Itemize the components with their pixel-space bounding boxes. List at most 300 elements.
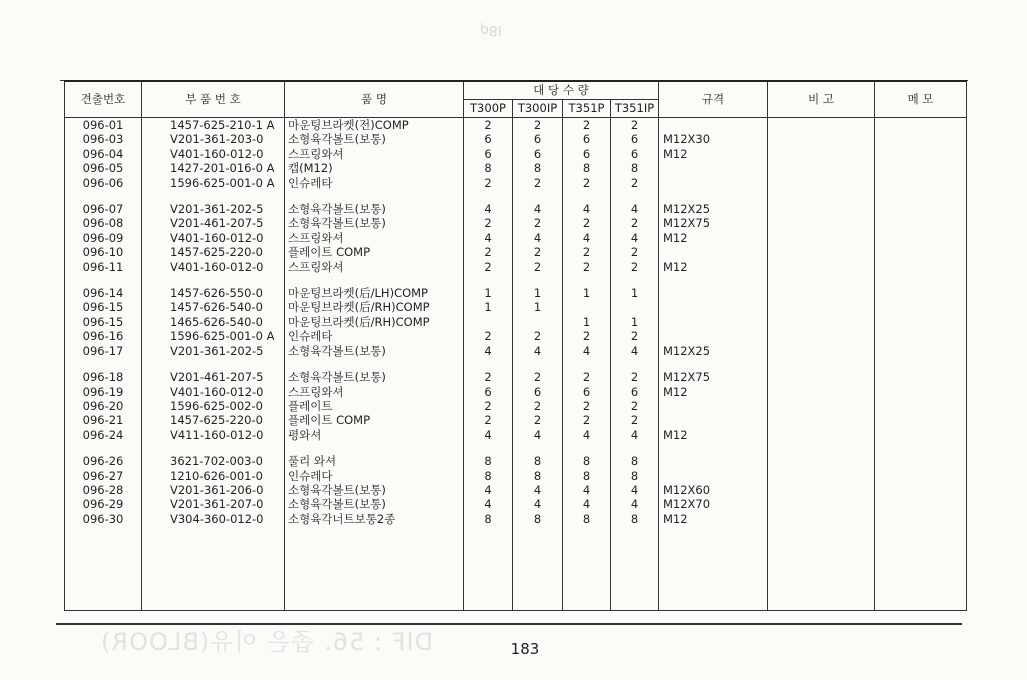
table-filler-row: [65, 526, 967, 611]
qty-t351p-cell: 8: [563, 161, 611, 175]
spec-cell: M12: [659, 260, 768, 274]
remarks-cell: [768, 385, 875, 399]
qty-t300p-cell: 6: [464, 132, 513, 146]
qty-t300ip-cell: 2: [513, 413, 563, 427]
part-no-cell: V401-160-012-0: [142, 260, 285, 274]
filler-cell: [611, 526, 659, 611]
part-name-cell: 캡(M12): [285, 161, 464, 175]
table-spacer-row: [65, 274, 967, 286]
remarks-cell: [768, 176, 875, 190]
item-no-cell: 096-18: [65, 370, 142, 384]
table-row: [65, 300, 967, 314]
header-qty-group: 대 당 수 량: [464, 81, 659, 100]
table-spacer-row: [65, 190, 967, 202]
spec-cell: [659, 245, 768, 259]
qty-t351p-cell: 8: [563, 469, 611, 483]
qty-t351ip-cell: 4: [611, 483, 659, 497]
header-part-no: 부 품 번 호: [142, 81, 285, 118]
memo-cell: [875, 245, 967, 259]
remarks-cell: [768, 202, 875, 216]
part-no-cell: 1457-625-210-1 A: [142, 118, 285, 133]
item-no-cell: 096-26: [65, 454, 142, 468]
qty-t300p-cell: 2: [464, 329, 513, 343]
qty-t351ip-cell: 2: [611, 245, 659, 259]
item-no-cell: 096-16: [65, 329, 142, 343]
remarks-cell: [768, 399, 875, 413]
part-name-cell: 인슈레다: [285, 469, 464, 483]
table-row: [65, 216, 967, 230]
spec-cell: M12: [659, 231, 768, 245]
memo-cell: [875, 216, 967, 230]
spacer-cell: [142, 358, 285, 370]
spacer-cell: [563, 442, 611, 454]
qty-t300ip-cell: 2: [513, 118, 563, 133]
qty-t351ip-cell: 2: [611, 399, 659, 413]
qty-t351p-cell: 4: [563, 428, 611, 442]
qty-t300p-cell: 4: [464, 344, 513, 358]
part-name-cell: 소형육각볼트(보통): [285, 202, 464, 216]
qty-t300p-cell: 4: [464, 497, 513, 511]
table-row: [65, 132, 967, 146]
part-name-cell: 풀리 와셔: [285, 454, 464, 468]
remarks-cell: [768, 286, 875, 300]
item-no-cell: 096-05: [65, 161, 142, 175]
qty-t300ip-cell: 2: [513, 399, 563, 413]
spec-cell: M12X25: [659, 202, 768, 216]
qty-t300ip-cell: 8: [513, 161, 563, 175]
remarks-cell: [768, 260, 875, 274]
filler-cell: [563, 526, 611, 611]
qty-t300ip-cell: 2: [513, 216, 563, 230]
memo-cell: [875, 300, 967, 314]
spacer-cell: [768, 442, 875, 454]
remarks-cell: [768, 344, 875, 358]
qty-t300p-cell: 4: [464, 483, 513, 497]
qty-t351p-cell: 2: [563, 329, 611, 343]
spacer-cell: [464, 442, 513, 454]
part-name-cell: 플레이트: [285, 399, 464, 413]
part-no-cell: 1457-626-550-0: [142, 286, 285, 300]
item-no-cell: 096-24: [65, 428, 142, 442]
memo-cell: [875, 344, 967, 358]
qty-t300ip-cell: 6: [513, 147, 563, 161]
part-name-cell: 인슈레타: [285, 176, 464, 190]
part-name-cell: 소형육각볼트(보통): [285, 216, 464, 230]
item-no-cell: 096-09: [65, 231, 142, 245]
spacer-cell: [875, 190, 967, 202]
item-no-cell: 096-08: [65, 216, 142, 230]
table-row: [65, 161, 967, 175]
qty-t300p-cell: 1: [464, 300, 513, 314]
spacer-cell: [611, 274, 659, 286]
qty-t300ip-cell: 4: [513, 497, 563, 511]
spec-cell: [659, 469, 768, 483]
spec-cell: [659, 399, 768, 413]
filler-cell: [659, 526, 768, 611]
memo-cell: [875, 118, 967, 133]
spacer-cell: [659, 358, 768, 370]
memo-cell: [875, 483, 967, 497]
spec-cell: [659, 300, 768, 314]
item-no-cell: 096-15: [65, 300, 142, 314]
part-no-cell: V304-360-012-0: [142, 512, 285, 526]
qty-t351ip-cell: 4: [611, 497, 659, 511]
spacer-cell: [659, 190, 768, 202]
spec-cell: [659, 176, 768, 190]
remarks-cell: [768, 300, 875, 314]
qty-t351p-cell: 6: [563, 132, 611, 146]
remarks-cell: [768, 231, 875, 245]
qty-t351p-cell: 2: [563, 260, 611, 274]
remarks-cell: [768, 497, 875, 511]
filler-cell: [285, 526, 464, 611]
qty-t300ip-cell: 4: [513, 231, 563, 245]
qty-t351p-cell: 6: [563, 147, 611, 161]
memo-cell: [875, 399, 967, 413]
qty-t300p-cell: 2: [464, 399, 513, 413]
header-model-t300ip: T300IP: [513, 100, 563, 118]
spec-cell: M12: [659, 385, 768, 399]
part-name-cell: 소형육각볼트(보통): [285, 344, 464, 358]
item-no-cell: 096-29: [65, 497, 142, 511]
part-name-cell: 소형육각볼트(보통): [285, 370, 464, 384]
part-no-cell: V201-361-206-0: [142, 483, 285, 497]
memo-cell: [875, 202, 967, 216]
qty-t351p-cell: 1: [563, 286, 611, 300]
spec-cell: M12X75: [659, 370, 768, 384]
qty-t351p-cell: 4: [563, 497, 611, 511]
item-no-cell: 096-21: [65, 413, 142, 427]
qty-t351ip-cell: 2: [611, 329, 659, 343]
part-no-cell: V401-160-012-0: [142, 231, 285, 245]
table-row: [65, 428, 967, 442]
qty-t300ip-cell: 8: [513, 454, 563, 468]
spacer-cell: [768, 190, 875, 202]
header-part-name: 품 명: [285, 81, 464, 118]
item-no-cell: 096-01: [65, 118, 142, 133]
qty-t351ip-cell: 4: [611, 231, 659, 245]
spacer-cell: [659, 274, 768, 286]
part-name-cell: 플레이트 COMP: [285, 245, 464, 259]
table-row: [65, 329, 967, 343]
qty-t351ip-cell: 6: [611, 132, 659, 146]
qty-t351p-cell: 2: [563, 176, 611, 190]
qty-t351ip-cell: 2: [611, 260, 659, 274]
spacer-cell: [285, 442, 464, 454]
table-row: [65, 370, 967, 384]
memo-cell: [875, 497, 967, 511]
qty-t351ip-cell: [611, 300, 659, 314]
qty-t351ip-cell: 2: [611, 176, 659, 190]
parts-table: [64, 80, 967, 611]
item-no-cell: 096-17: [65, 344, 142, 358]
spacer-cell: [563, 190, 611, 202]
spec-cell: M12X25: [659, 344, 768, 358]
spacer-cell: [285, 358, 464, 370]
remarks-cell: [768, 413, 875, 427]
part-no-cell: V201-461-207-5: [142, 370, 285, 384]
table-row: [65, 385, 967, 399]
remarks-cell: [768, 329, 875, 343]
spacer-cell: [142, 274, 285, 286]
qty-t300ip-cell: [513, 315, 563, 329]
qty-t300ip-cell: 4: [513, 428, 563, 442]
spacer-cell: [142, 442, 285, 454]
qty-t300ip-cell: 4: [513, 202, 563, 216]
part-name-cell: 마운팅브라켓(전)COMP: [285, 118, 464, 133]
memo-cell: [875, 161, 967, 175]
item-no-cell: 096-14: [65, 286, 142, 300]
spacer-cell: [464, 358, 513, 370]
spacer-cell: [768, 274, 875, 286]
spacer-cell: [659, 442, 768, 454]
remarks-cell: [768, 147, 875, 161]
table-row: [65, 469, 967, 483]
spacer-cell: [611, 190, 659, 202]
part-no-cell: V201-461-207-5: [142, 216, 285, 230]
remarks-cell: [768, 483, 875, 497]
spec-cell: M12: [659, 428, 768, 442]
table-row: [65, 147, 967, 161]
qty-t300p-cell: 2: [464, 176, 513, 190]
part-name-cell: 스프링와셔: [285, 260, 464, 274]
part-no-cell: 1427-201-016-0 A: [142, 161, 285, 175]
spacer-cell: [875, 274, 967, 286]
qty-t300p-cell: 2: [464, 245, 513, 259]
spacer-cell: [513, 442, 563, 454]
qty-t351ip-cell: 8: [611, 161, 659, 175]
qty-t300p-cell: 6: [464, 385, 513, 399]
spacer-cell: [65, 442, 142, 454]
qty-t300ip-cell: 8: [513, 469, 563, 483]
table-row: [65, 118, 967, 133]
filler-cell: [513, 526, 563, 611]
filler-cell: [65, 526, 142, 611]
filler-cell: [464, 526, 513, 611]
qty-t300p-cell: 8: [464, 161, 513, 175]
part-no-cell: 1457-625-220-0: [142, 413, 285, 427]
qty-t351p-cell: 2: [563, 370, 611, 384]
spacer-cell: [464, 190, 513, 202]
table-row: [65, 497, 967, 511]
memo-cell: [875, 428, 967, 442]
part-no-cell: V201-361-202-5: [142, 344, 285, 358]
qty-t300p-cell: 2: [464, 118, 513, 133]
memo-cell: [875, 469, 967, 483]
part-no-cell: V401-160-012-0: [142, 385, 285, 399]
header-spec: 규격: [659, 81, 768, 118]
qty-t351ip-cell: 2: [611, 370, 659, 384]
header-remarks: 비 고: [768, 81, 875, 118]
item-no-cell: 096-15: [65, 315, 142, 329]
part-no-cell: 1465-626-540-0: [142, 315, 285, 329]
remarks-cell: [768, 315, 875, 329]
qty-t351ip-cell: 8: [611, 512, 659, 526]
qty-t300ip-cell: 2: [513, 245, 563, 259]
qty-t351ip-cell: 4: [611, 344, 659, 358]
table-row: [65, 454, 967, 468]
qty-t300ip-cell: 4: [513, 344, 563, 358]
qty-t300ip-cell: 2: [513, 176, 563, 190]
spacer-cell: [513, 358, 563, 370]
spec-cell: [659, 413, 768, 427]
page-number: 183: [510, 640, 540, 658]
remarks-cell: [768, 469, 875, 483]
qty-t351ip-cell: 6: [611, 147, 659, 161]
part-name-cell: 소형육각볼트(보통): [285, 483, 464, 497]
page-bottom-rule: [56, 623, 962, 625]
item-no-cell: 096-07: [65, 202, 142, 216]
table-row: [65, 399, 967, 413]
qty-t351ip-cell: 1: [611, 286, 659, 300]
memo-cell: [875, 147, 967, 161]
part-name-cell: 소형육각볼트(보통): [285, 132, 464, 146]
memo-cell: [875, 231, 967, 245]
part-no-cell: V201-361-207-0: [142, 497, 285, 511]
table-row: [65, 231, 967, 245]
item-no-cell: 096-06: [65, 176, 142, 190]
remarks-cell: [768, 454, 875, 468]
qty-t300p-cell: [464, 315, 513, 329]
memo-cell: [875, 260, 967, 274]
header-model-t300p: T300P: [464, 100, 513, 118]
filler-cell: [875, 526, 967, 611]
item-no-cell: 096-10: [65, 245, 142, 259]
table-spacer-row: [65, 442, 967, 454]
qty-t351p-cell: 8: [563, 512, 611, 526]
part-no-cell: 3621-702-003-0: [142, 454, 285, 468]
remarks-cell: [768, 428, 875, 442]
spacer-cell: [513, 190, 563, 202]
remarks-cell: [768, 132, 875, 146]
qty-t300ip-cell: 8: [513, 512, 563, 526]
qty-t351ip-cell: 8: [611, 454, 659, 468]
qty-t300p-cell: 4: [464, 202, 513, 216]
remarks-cell: [768, 161, 875, 175]
part-name-cell: 평와셔: [285, 428, 464, 442]
qty-t351p-cell: 4: [563, 344, 611, 358]
item-no-cell: 096-19: [65, 385, 142, 399]
header-model-t351ip: T351IP: [611, 100, 659, 118]
spec-cell: M12: [659, 512, 768, 526]
part-name-cell: 인슈레타: [285, 329, 464, 343]
bleed-through-text-top: ρ8I: [480, 22, 502, 38]
qty-t300p-cell: 1: [464, 286, 513, 300]
spec-cell: M12X60: [659, 483, 768, 497]
item-no-cell: 096-04: [65, 147, 142, 161]
item-no-cell: 096-27: [65, 469, 142, 483]
header-memo: 메 모: [875, 81, 967, 118]
qty-t300ip-cell: 1: [513, 300, 563, 314]
item-no-cell: 096-30: [65, 512, 142, 526]
qty-t351ip-cell: 6: [611, 385, 659, 399]
spacer-cell: [611, 358, 659, 370]
qty-t300p-cell: 8: [464, 454, 513, 468]
part-no-cell: V201-361-202-5: [142, 202, 285, 216]
part-no-cell: 1596-625-001-0 A: [142, 329, 285, 343]
qty-t351p-cell: 2: [563, 413, 611, 427]
spec-cell: M12X70: [659, 497, 768, 511]
spacer-cell: [563, 274, 611, 286]
part-no-cell: 1457-625-220-0: [142, 245, 285, 259]
qty-t300ip-cell: 1: [513, 286, 563, 300]
table-row: [65, 413, 967, 427]
filler-cell: [768, 526, 875, 611]
qty-t351p-cell: 2: [563, 399, 611, 413]
part-no-cell: 1210-626-001-0: [142, 469, 285, 483]
spacer-cell: [65, 190, 142, 202]
qty-t300p-cell: 2: [464, 260, 513, 274]
table-row: [65, 483, 967, 497]
qty-t300ip-cell: 2: [513, 329, 563, 343]
table-spacer-row: [65, 358, 967, 370]
memo-cell: [875, 385, 967, 399]
part-name-cell: 플레이트 COMP: [285, 413, 464, 427]
spacer-cell: [464, 274, 513, 286]
memo-cell: [875, 329, 967, 343]
qty-t300p-cell: 8: [464, 512, 513, 526]
table-row: [65, 344, 967, 358]
table-row: [65, 286, 967, 300]
remarks-cell: [768, 118, 875, 133]
qty-t300ip-cell: 2: [513, 370, 563, 384]
item-no-cell: 096-03: [65, 132, 142, 146]
header-item-no: 견출번호: [65, 81, 142, 118]
memo-cell: [875, 370, 967, 384]
qty-t351ip-cell: 1: [611, 315, 659, 329]
spacer-cell: [875, 358, 967, 370]
spacer-cell: [875, 442, 967, 454]
table-row: [65, 260, 967, 274]
parts-table-body: [65, 118, 967, 611]
qty-t300p-cell: 6: [464, 147, 513, 161]
qty-t300p-cell: 8: [464, 469, 513, 483]
qty-t300p-cell: 4: [464, 231, 513, 245]
spec-cell: [659, 315, 768, 329]
spacer-cell: [65, 358, 142, 370]
qty-t351ip-cell: 2: [611, 216, 659, 230]
part-name-cell: 스프링와셔: [285, 231, 464, 245]
item-no-cell: 096-20: [65, 399, 142, 413]
qty-t351ip-cell: 2: [611, 118, 659, 133]
qty-t351p-cell: 4: [563, 483, 611, 497]
qty-t351p-cell: 2: [563, 216, 611, 230]
bleed-through-text-bottom: DIF : 56. 좁은 이유(BLOOR): [100, 628, 434, 656]
qty-t300p-cell: 2: [464, 216, 513, 230]
spacer-cell: [563, 358, 611, 370]
spec-cell: M12X30: [659, 132, 768, 146]
part-name-cell: 마운팅브라켓(后/LH)COMP: [285, 286, 464, 300]
item-no-cell: 096-28: [65, 483, 142, 497]
part-no-cell: 1457-626-540-0: [142, 300, 285, 314]
part-name-cell: 소형육각너트보통2종: [285, 512, 464, 526]
memo-cell: [875, 454, 967, 468]
filler-cell: [142, 526, 285, 611]
qty-t351p-cell: 2: [563, 118, 611, 133]
qty-t300ip-cell: 6: [513, 385, 563, 399]
spec-cell: [659, 286, 768, 300]
spacer-cell: [65, 274, 142, 286]
qty-t300ip-cell: 6: [513, 132, 563, 146]
memo-cell: [875, 413, 967, 427]
memo-cell: [875, 512, 967, 526]
qty-t351p-cell: 4: [563, 231, 611, 245]
parts-table-container: [64, 80, 967, 611]
memo-cell: [875, 315, 967, 329]
qty-t300p-cell: 4: [464, 428, 513, 442]
spec-cell: M12: [659, 147, 768, 161]
part-name-cell: 소형육각볼트(보통): [285, 497, 464, 511]
